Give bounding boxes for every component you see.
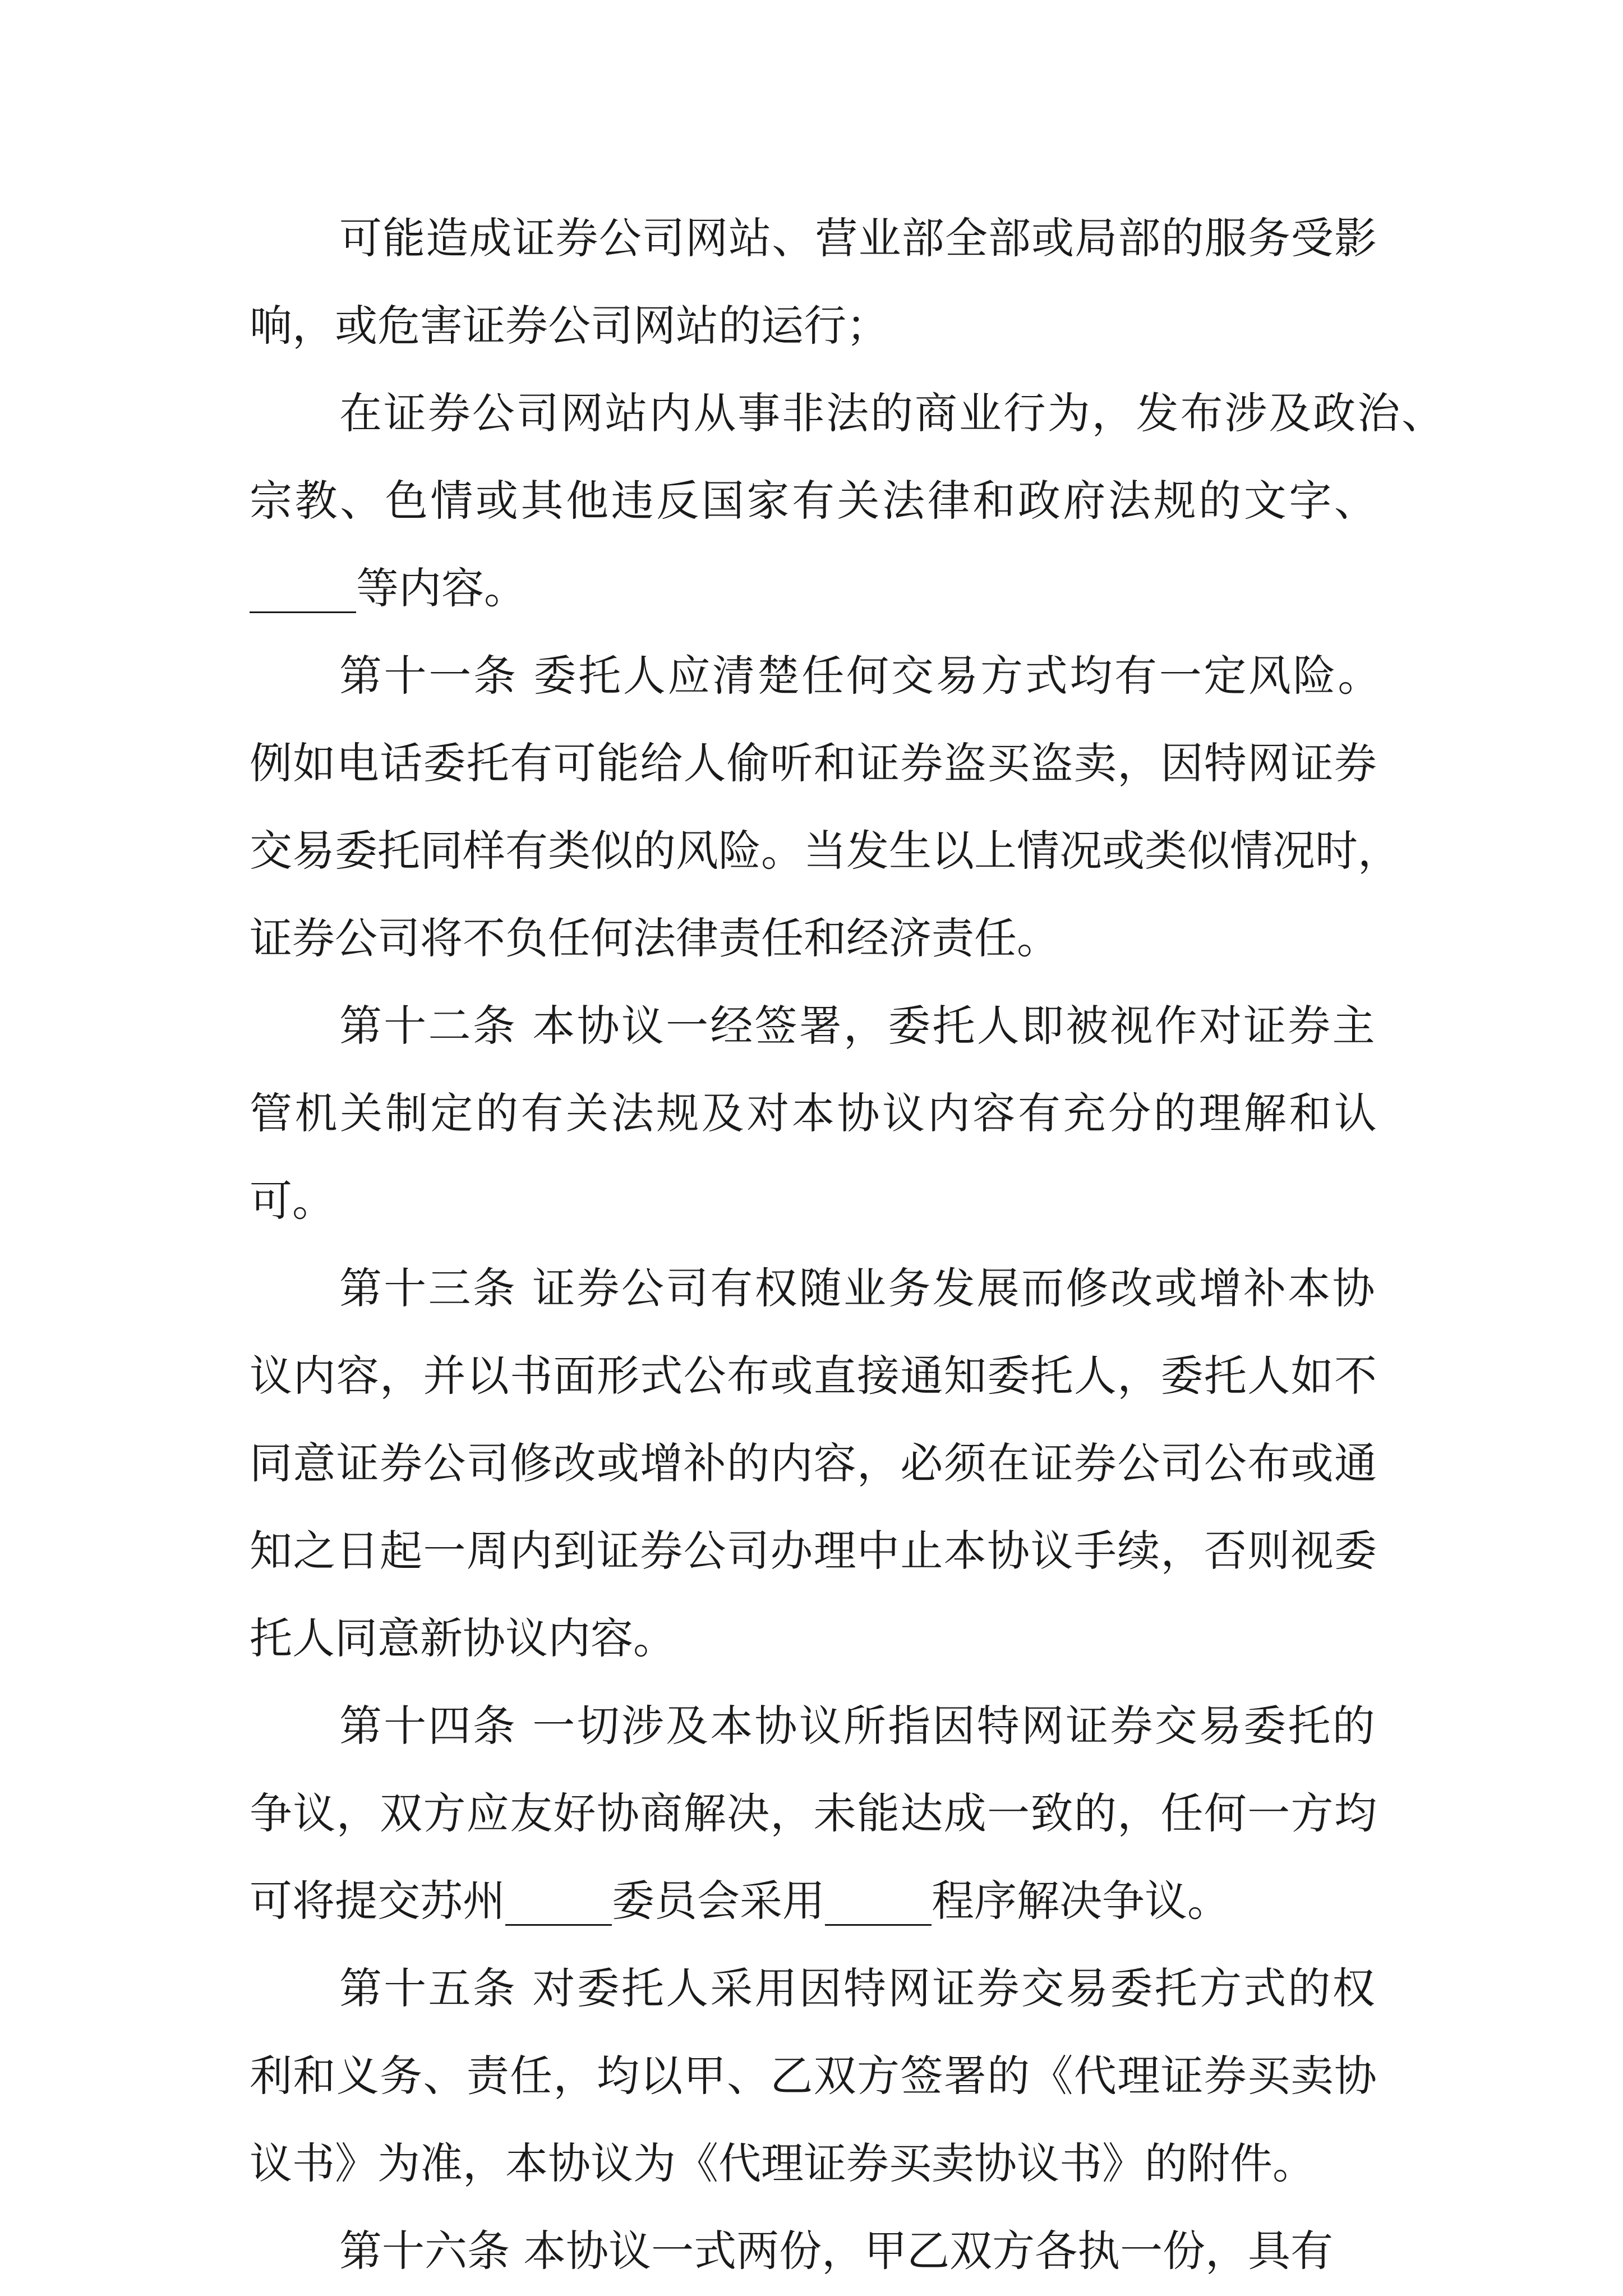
- text-line: [0, 380, 1623, 447]
- text-line: [0, 1430, 1623, 1497]
- text-line: [0, 642, 1623, 710]
- line-text: 交易委托同样有类似的风险。当发生以上情况或类似情况时，: [250, 826, 1400, 876]
- text-line: [0, 1692, 1623, 1760]
- text-line: [0, 1780, 1623, 1847]
- line-text: 证券公司将不负任何法律责任和经济责任。: [250, 913, 1059, 963]
- line-text: 托人同意新协议内容。: [250, 1613, 676, 1663]
- line-text: 管机关制定的有关法规及对本协议内容有充分的理解和认: [250, 1088, 1380, 1138]
- line-text: 议书》为准，本协议为《代理证券买卖协议书》的附件。: [250, 2138, 1315, 2188]
- text-line: [0, 205, 1623, 272]
- text-line: [0, 905, 1623, 972]
- text-line: [0, 1605, 1623, 1672]
- text-line: [0, 1255, 1623, 1322]
- text-line: [0, 292, 1623, 360]
- text-line: [0, 1955, 1623, 2022]
- text-line: [0, 992, 1623, 1060]
- line-text: 在证券公司网站内从事非法的商业行为，发布涉及政治、: [339, 388, 1446, 438]
- text-line: [0, 1867, 1623, 1935]
- text-line: [0, 2042, 1623, 2110]
- text-line: [0, 817, 1623, 885]
- text-line: [0, 2217, 1623, 2285]
- line-text: 可。: [250, 1176, 335, 1226]
- text-line: [0, 1342, 1623, 1410]
- line-text: 利和义务、责任，均以甲、乙双方签署的《代理证券买卖协: [250, 2051, 1378, 2101]
- line-text: 第十三条 证券公司有权随业务发展而修改或增补本协: [339, 1263, 1377, 1313]
- line-text: 知之日起一周内到证券公司办理中止本协议手续，否则视委: [250, 1526, 1378, 1576]
- text-line: [0, 555, 1623, 622]
- line-text: _____等内容。: [250, 563, 527, 613]
- line-text: 第十六条 本协议一式两份，甲乙双方各执一份，具有: [339, 2226, 1334, 2276]
- text-line: [0, 730, 1623, 797]
- line-text: 宗教、色情或其他违反国家有关法律和政府法规的文字、: [250, 476, 1380, 526]
- line-text: 可能造成证券公司网站、营业部全部或局部的服务受影: [339, 213, 1378, 263]
- text-line: [0, 1080, 1623, 1147]
- line-text: 例如电话委托有可能给人偷听和证券盗买盗卖，因特网证券: [250, 738, 1378, 788]
- line-text: 争议，双方应友好协商解决，未能达成一致的，任何一方均: [250, 1788, 1378, 1838]
- line-text: 同意证券公司修改或增补的内容，必须在证券公司公布或通: [250, 1438, 1378, 1488]
- line-text: 可将提交苏州_____委员会采用_____程序解决争议。: [250, 1876, 1230, 1926]
- text-line: [0, 1517, 1623, 1585]
- line-text: 议内容，并以书面形式公布或直接通知委托人，委托人如不: [250, 1351, 1378, 1401]
- line-text: 响，或危害证券公司网站的运行；: [250, 301, 889, 351]
- text-line: [0, 467, 1623, 535]
- line-text: 第十四条 一切涉及本协议所指因特网证券交易委托的: [339, 1701, 1377, 1751]
- text-line: [0, 2130, 1623, 2197]
- text-line: [0, 1167, 1623, 1235]
- line-text: 第十一条 委托人应清楚任何交易方式均有一定风险。: [339, 651, 1382, 701]
- line-text: 第十二条 本协议一经签署，委托人即被视作对证券主: [339, 1001, 1377, 1051]
- line-text: 第十五条 对委托人采用因特网证券交易委托方式的权: [339, 1963, 1377, 2013]
